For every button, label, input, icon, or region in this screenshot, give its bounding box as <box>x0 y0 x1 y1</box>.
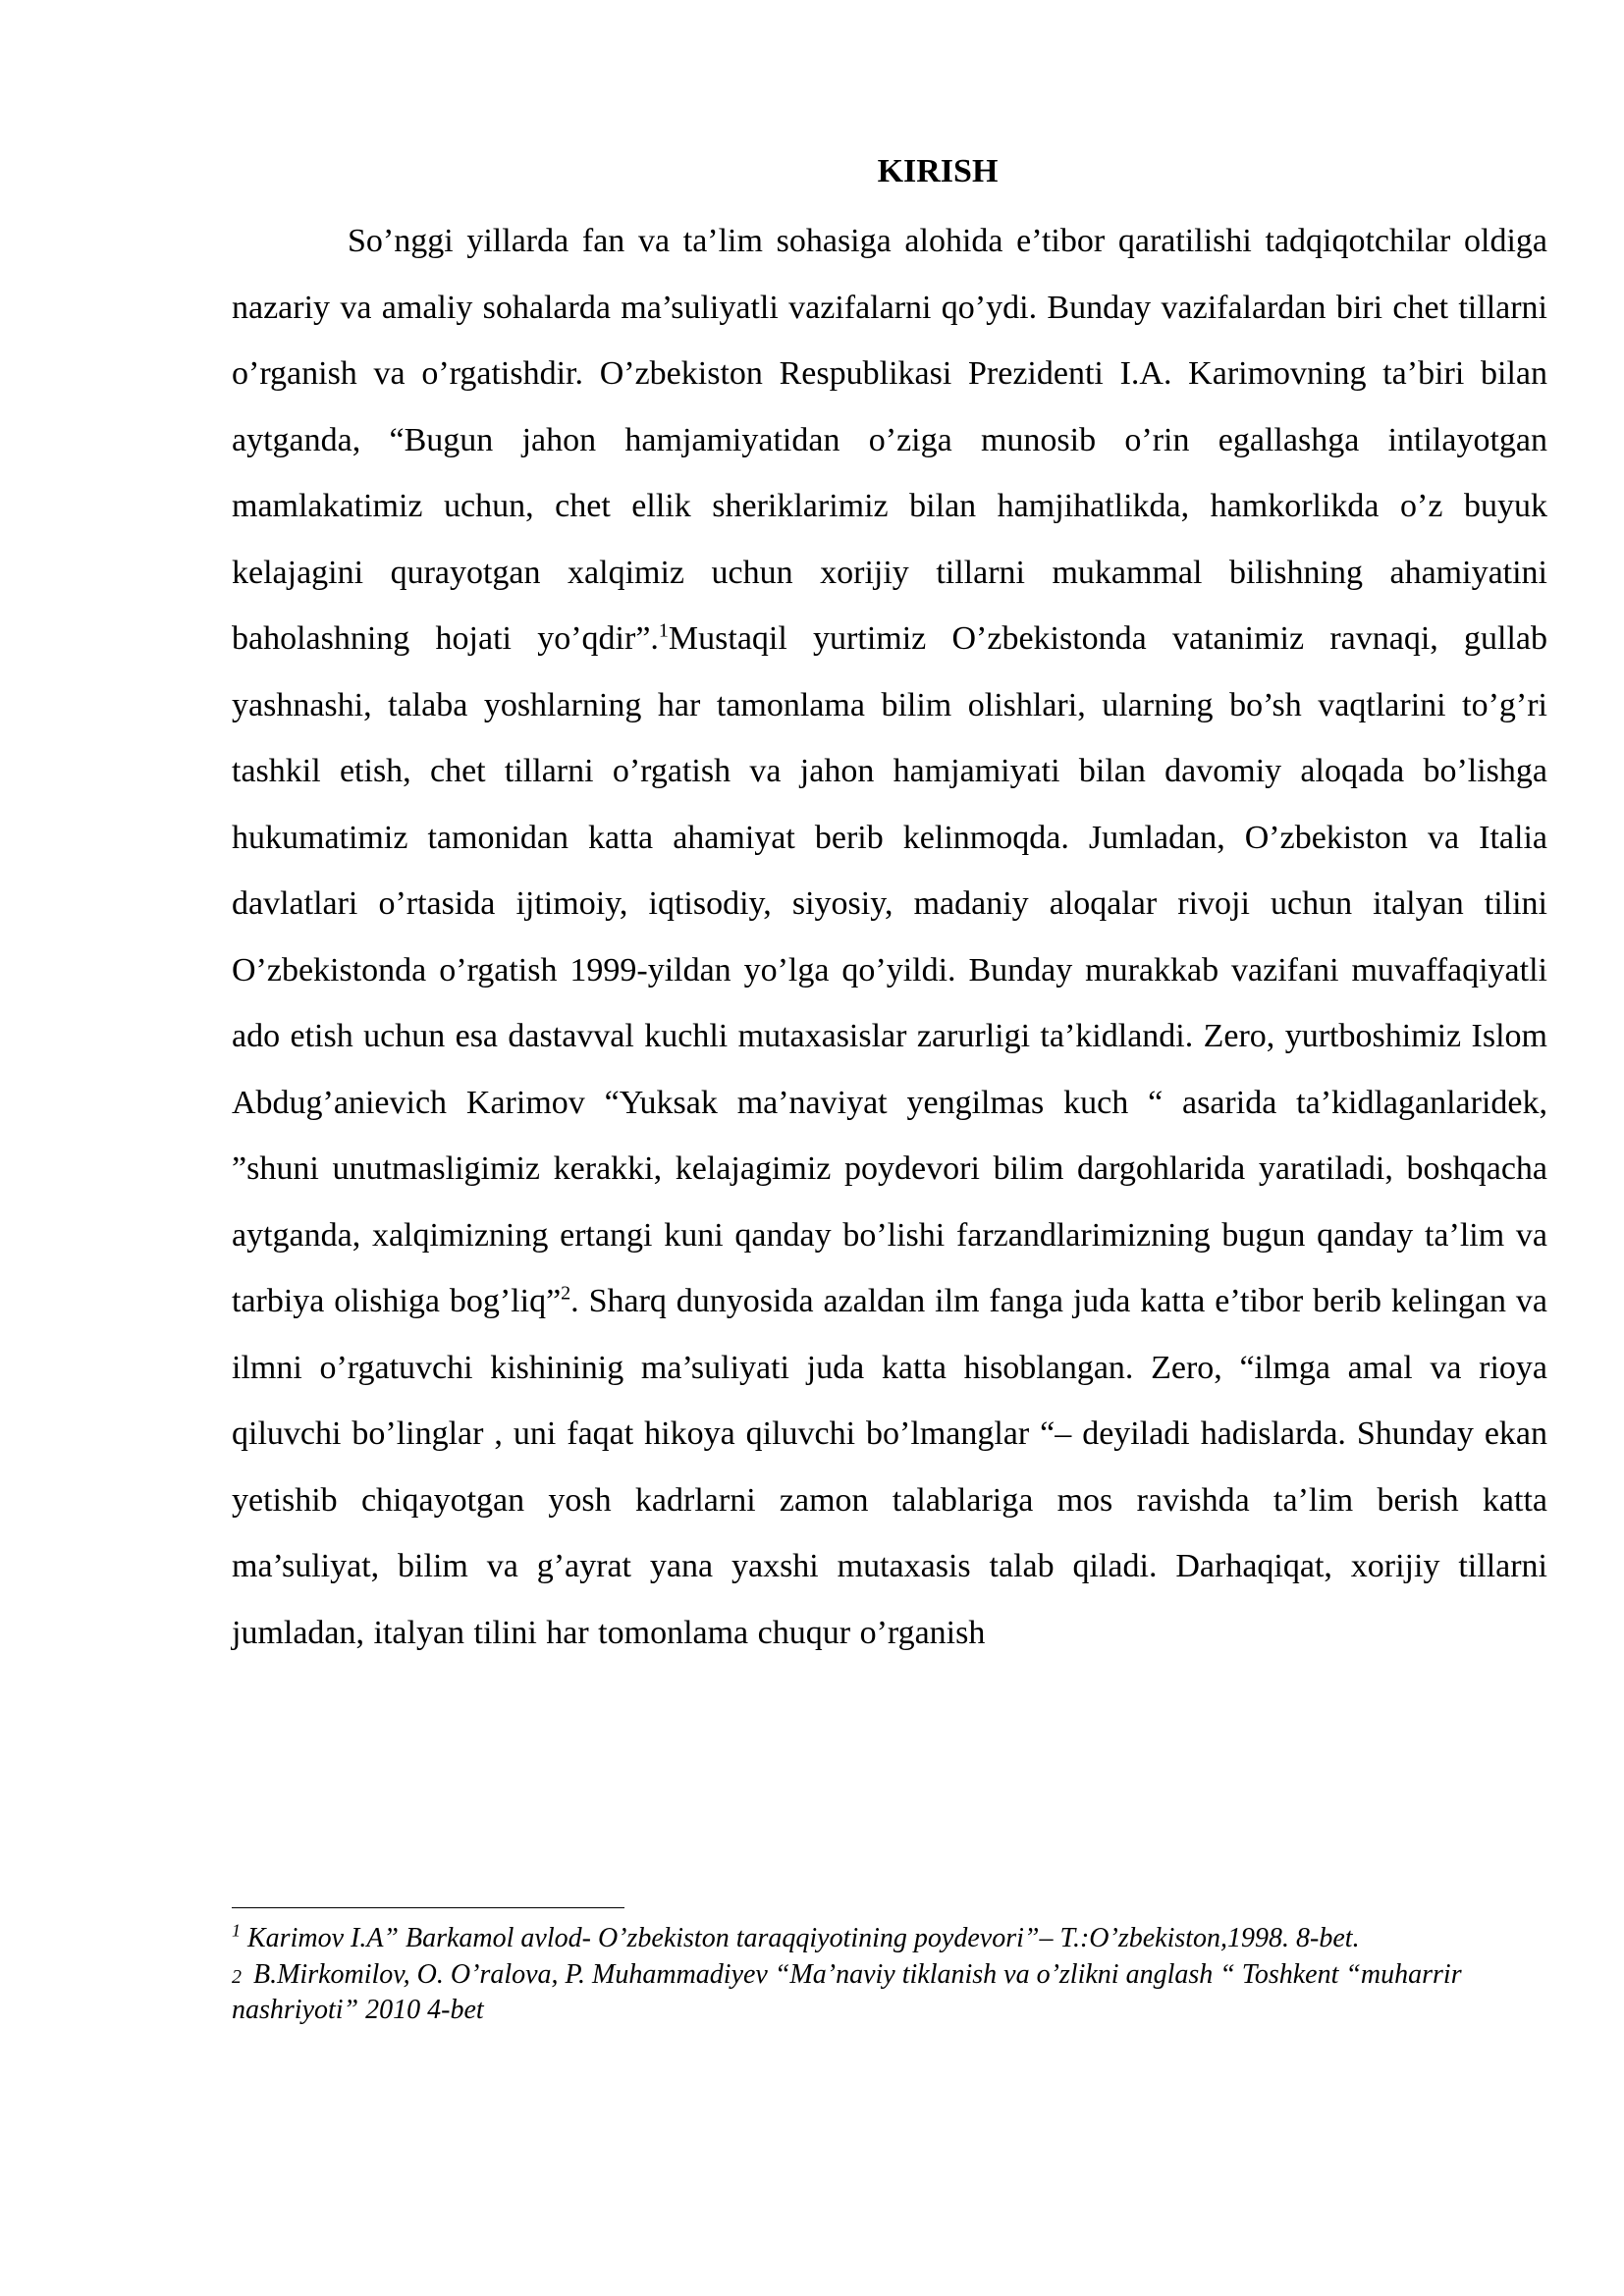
footnote-2-text: B.Mirkomilov, O. O’ralova, P. Muhammadiyev “Ma’naviy tiklanish va o’zlikni anglash “ Toshkent “muharrir nashriyoti” 2010 4-bet <box>232 1959 1462 2025</box>
paragraph-text-part-1: So’nggi yillarda fan va ta’lim sohasiga alohida e’tibor qaratilishi tadqiqotchilar oldiga nazariy va amaliy sohalarda ma’suliyatli vazifalarni qo’ydi. Bunday vazifalardan biri chet tillarni o’rganish va o’rgatishdir. O’zbekiston Respublikasi Prezidenti I.A. Karimovning ta’biri bilan aytganda, “Bugun jahon hamjamiyatidan o’ziga munosib o’rin egallashga intilayotgan mamlakatimiz uchun, chet ellik sheriklarimiz bilan hamjihatlikda, hamkorlikda o’z buyuk kelajagini qurayotgan xalqimiz uchun xorijiy tillarni mukammal bilishning ahamiyatini baholashning hojati yo’qdir”. <box>232 223 1547 657</box>
page-title: KIRISH <box>877 153 999 189</box>
footnote-2 <box>232 1958 1547 2026</box>
body-paragraph <box>232 208 1547 1666</box>
footnote-1-number: 1 <box>232 1920 241 1941</box>
footnote-1 <box>232 1922 1547 1954</box>
footnote-reference-2: 2 <box>561 1282 571 1305</box>
paragraph-text-part-3: . Sharq dunyosida azaldan ilm fanga juda katta e’tibor berib kelingan va ilmni o’rgatuvchi kishininig ma’suliyati juda katta hisoblangan. Zero, “ilmga amal va rioya qiluvchi bo’linglar , uni faqat hikoya qiluvchi bo’lmanglar “– deyiladi hadislarda. Shunday ekan yetishib chiqayotgan yosh kadrlarni zamon talablariga mos ravishda ta’lim berish katta ma’suliyat, bilim va g’ayrat yana yaxshi mutaxasis talab qiladi. Darhaqiqat, xorijiy tillarni jumladan, italyan tilini har tomonlama chuqur o’rganish <box>232 1283 1547 1651</box>
paragraph-text-part-2: Mustaqil yurtimiz O’zbekistonda vatanimiz ravnaqi, gullab yashnashi, talaba yoshlarning har tamonlama bilim olishlari, ularning bo’sh vaqtlarini to’g’ri tashkil etish, chet tillarni o’rgatish va jahon hamjamiyati bilan davomiy aloqada bo’lishga hukumatimiz tamonidan katta ahamiyat berib kelinmoqda. Jumladan, O’zbekiston va Italia davlatlari o’rtasida ijtimoiy, iqtisodiy, siyosiy, madaniy aloqalar rivoji uchun italyan tilini O’zbekistonda o’rgatish 1999-yildan yo’lga qo’yildi. Bunday murakkab vazifani muvaffaqiyatli ado etish uchun esa dastavval kuchli mutaxasislar zarurligi ta’kidlandi. Zero, yurtboshimiz Islom Abdug’anievich Karimov “Yuksak ma’naviyat yengilmas kuch “ asarida ta’kidlaganlaridek, ”shuni unutmasligimiz kerakki, kelajagimiz poydevori bilim dargohlarida yaratiladi, boshqacha aytganda, xalqimizning ertangi kuni qanday bo’lishi farzandlarimizning bugun qanday ta’lim va tarbiya olishiga bog’liq” <box>232 620 1548 1319</box>
footnote-separator <box>232 1907 624 1908</box>
footnote-reference-1: 1 <box>658 619 669 642</box>
footnote-2-number: 2 <box>232 1966 242 1988</box>
footnotes <box>232 1922 1547 2030</box>
footnote-1-text: Karimov I.A” Barkamol avlod- O’zbekiston taraqqiyotining poydevori”– T.:O’zbekiston,1998. 8-bet. <box>247 1923 1360 1953</box>
